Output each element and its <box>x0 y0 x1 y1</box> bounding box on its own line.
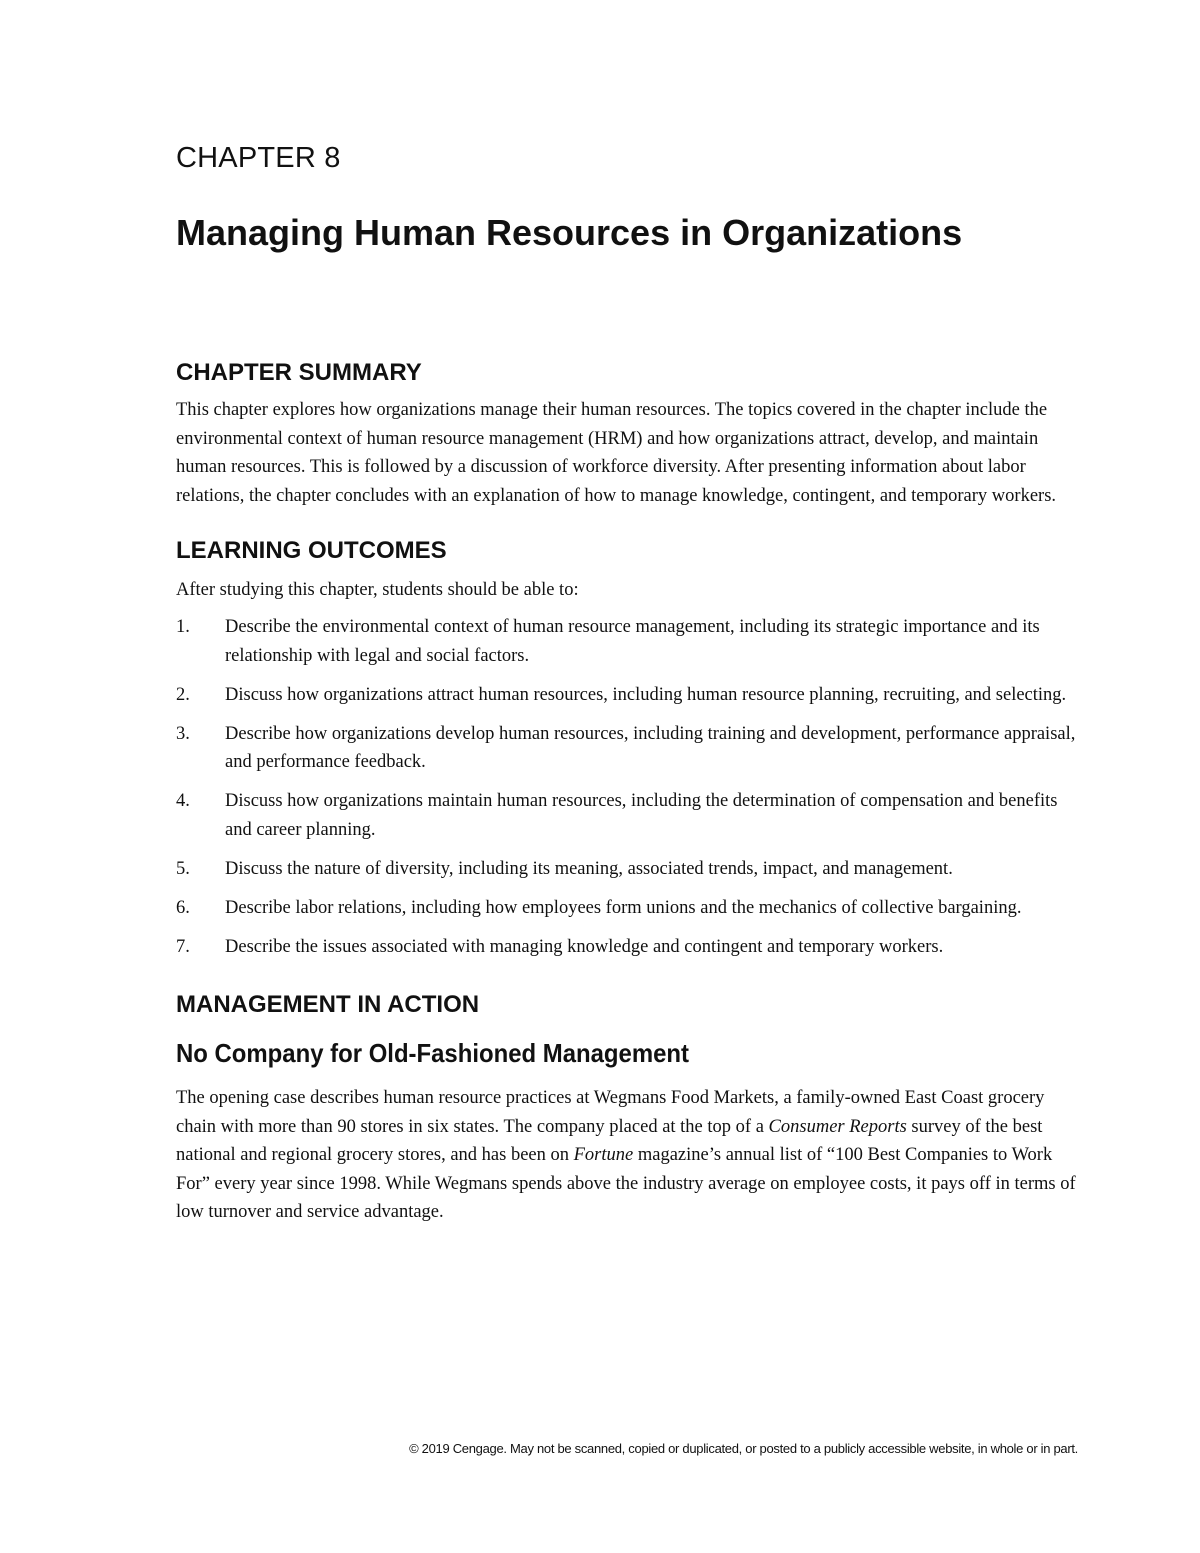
case-text-part: survey of the best national and regional grocery stores, and has been on <box>176 1116 1043 1166</box>
outcome-number: 1. <box>176 616 190 637</box>
outcome-text: Discuss how organizations attract human resources, including human resource planning, recruiting, and selecting. <box>225 684 1067 705</box>
chapter-summary-heading: CHAPTER SUMMARY <box>176 359 422 386</box>
learning-outcomes-list <box>176 613 1081 962</box>
outcome-number: 7. <box>176 937 190 958</box>
learning-outcome-item <box>176 787 1081 844</box>
learning-outcome-item <box>176 720 1081 777</box>
learning-outcomes-heading: LEARNING OUTCOMES <box>176 537 447 565</box>
outcome-text: Describe the environmental context of human resource management, including its strategic importance and its relationship with legal and social factors. <box>225 616 1040 666</box>
copyright-footer: © 2019 Cengage. May not be scanned, copied or duplicated, or posted to a publicly accessible website, in whole or in part. <box>409 1441 1078 1456</box>
learning-outcome-item <box>176 681 1081 710</box>
learning-outcome-item <box>176 894 1081 923</box>
case-text-part: magazine’s annual list of “100 Best Companies to Work For” every year since 1998. While Wegmans spends above the industry average on employee costs, it pays off in terms of low turnover and service advantage. <box>176 1145 1076 1223</box>
outcome-text: Discuss the nature of diversity, including its meaning, associated trends, impact, and management. <box>225 859 953 880</box>
chapter-label: CHAPTER 8 <box>176 142 341 174</box>
chapter-title: Managing Human Resources in Organizations <box>176 212 963 253</box>
case-title: No Company for Old-Fashioned Management <box>176 1037 689 1068</box>
learning-outcomes-intro: After studying this chapter, students should be able to: <box>176 580 579 601</box>
learning-outcome-item <box>176 933 1081 962</box>
outcome-number: 4. <box>176 791 190 812</box>
outcome-text: Describe labor relations, including how employees form unions and the mechanics of collective bargaining. <box>225 898 1022 919</box>
outcome-number: 3. <box>176 723 190 744</box>
outcome-text: Describe the issues associated with managing knowledge and contingent and temporary workers. <box>225 937 944 958</box>
learning-outcome-item <box>176 613 1081 670</box>
outcome-number: 5. <box>176 859 190 880</box>
outcome-number: 6. <box>176 898 190 919</box>
chapter-summary-text: This chapter explores how organizations manage their human resources. The topics covered in the chapter include the environmental context of human resource management (HRM) and how organizations attract, develop, and maintain human resources. This is followed by a discussion of workforce diversity. After presenting information about labor relations, the chapter concludes with an explanation of how to manage knowledge, contingent, and temporary workers. <box>176 400 1057 506</box>
case-text-italic: Consumer Reports <box>768 1116 907 1137</box>
management-in-action-heading: MANAGEMENT IN ACTION <box>176 990 480 1018</box>
outcome-text: Discuss how organizations maintain human resources, including the determination of compensation and benefits and career planning. <box>225 791 1058 841</box>
chapter-content <box>176 356 1081 1227</box>
case-text-italic: Fortune <box>573 1145 634 1166</box>
outcome-text: Describe how organizations develop human resources, including training and development, performance appraisal, and performance feedback. <box>225 723 1076 773</box>
case-text-part: The opening case describes human resource practices at Wegmans Food Markets, a family-owned East Coast grocery chain with more than 90 stores in six states. The company placed at the top of a <box>176 1087 1045 1137</box>
outcome-number: 2. <box>176 684 190 705</box>
learning-outcome-item <box>176 855 1081 884</box>
case-text <box>176 1084 1081 1227</box>
